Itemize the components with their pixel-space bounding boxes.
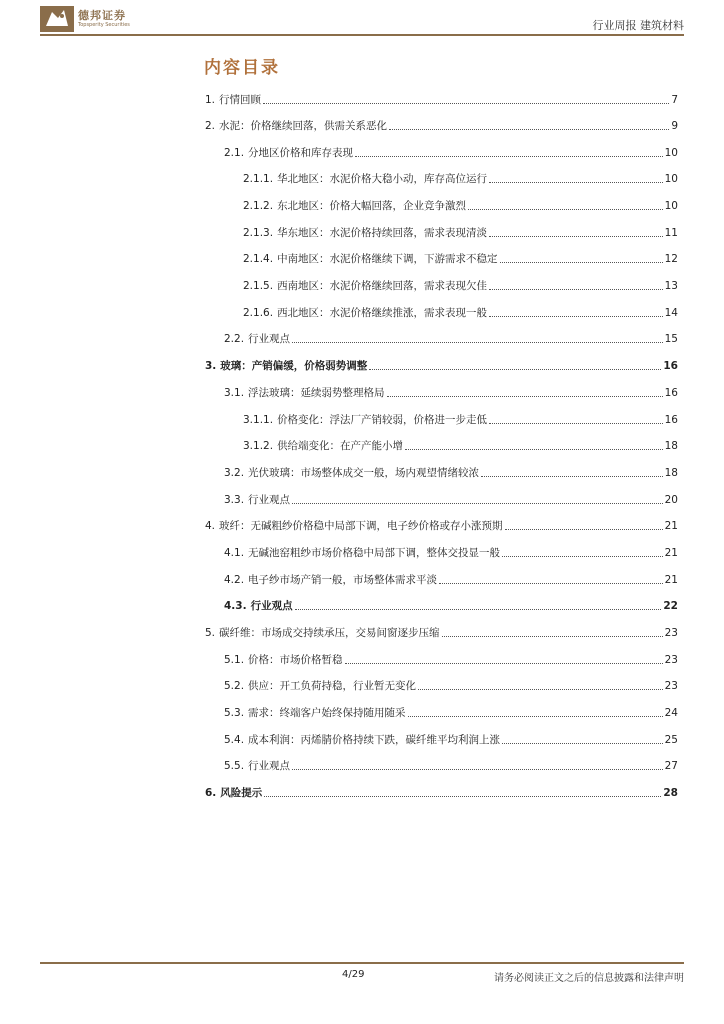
toc-entry[interactable]: 3.3. 行业观点 20	[224, 494, 678, 506]
toc-entry[interactable]: 4.3. 行业观点 22	[224, 600, 678, 612]
toc-entry[interactable]: 2.1. 分地区价格和库存表现 10	[224, 147, 678, 159]
footer-divider	[40, 962, 684, 964]
page-number: 4/29	[342, 969, 365, 980]
toc-entry[interactable]: 2.1.4. 中南地区：水泥价格继续下调，下游需求不稳定 12	[243, 253, 678, 265]
report-category: 行业周报 建筑材料	[592, 19, 684, 32]
toc-entry[interactable]: 3.2. 光伏玻璃：市场整体成交一般，场内观望情绪较浓 18	[224, 467, 678, 479]
toc-entry[interactable]: 4.2. 电子纱市场产销一般，市场整体需求平淡 21	[224, 574, 678, 586]
toc-entry[interactable]: 2.1.5. 西南地区：水泥价格继续回落，需求表现欠佳 13	[243, 280, 678, 292]
toc-entry[interactable]: 2. 水泥：价格继续回落，供需关系恶化 9	[205, 120, 678, 132]
toc-entry[interactable]: 6. 风险提示 28	[205, 787, 678, 799]
toc-entry[interactable]: 3.1. 浮法玻璃：延续弱势整理格局 16	[224, 387, 678, 399]
logo-chinese-name: 德邦证券	[78, 9, 126, 22]
toc-entry[interactable]: 3.1.1. 价格变化：浮法厂产销较弱，价格进一步走低 16	[243, 414, 678, 426]
toc-entry[interactable]: 2.2. 行业观点 15	[224, 333, 678, 345]
toc-entry[interactable]: 1. 行情回顾 7	[205, 94, 678, 106]
legal-disclaimer: 请务必阅读正文之后的信息披露和法律声明	[494, 973, 684, 984]
toc-entry[interactable]: 2.1.2. 东北地区：价格大幅回落，企业竞争激烈 10	[243, 200, 678, 212]
toc-entry[interactable]: 2.1.3. 华东地区：水泥价格持续回落，需求表现清淡 11	[243, 227, 678, 239]
toc-entry[interactable]: 2.1.1. 华北地区：水泥价格大稳小动，库存高位运行 10	[243, 173, 678, 185]
logo-english-name: Topsperity Securities	[78, 22, 130, 28]
toc-entry[interactable]: 3. 玻璃：产销偏缓，价格弱势调整 16	[205, 360, 678, 372]
toc-entry[interactable]: 4.1. 无碱池窑粗纱市场价格稳中局部下调，整体交投显一般 21	[224, 547, 678, 559]
toc-entry[interactable]: 5.2. 供应：开工负荷持稳，行业暂无变化 23	[224, 680, 678, 692]
toc-entry[interactable]: 5.4. 成本利润：丙烯腈价格持续下跌，碳纤维平均利润上涨 25	[224, 734, 678, 746]
toc-entry[interactable]: 5.3. 需求：终端客户始终保持随用随采 24	[224, 707, 678, 719]
toc-entry[interactable]: 5.1. 价格：市场价格暂稳 23	[224, 654, 678, 666]
toc-entry[interactable]: 4. 玻纤：无碱粗纱价格稳中局部下调，电子纱价格或存小涨预期 21	[205, 520, 678, 532]
toc-entry[interactable]: 3.1.2. 供给端变化：在产产能小增 18	[243, 440, 678, 452]
toc-entry[interactable]: 2.1.6. 西北地区：水泥价格继续推涨，需求表现一般 14	[243, 307, 678, 319]
toc-title: 内容目录	[204, 58, 280, 78]
toc-entry[interactable]: 5. 碳纤维：市场成交持续承压，交易间窗逐步压缩 23	[205, 627, 678, 639]
toc-entry[interactable]: 5.5. 行业观点 27	[224, 760, 678, 772]
